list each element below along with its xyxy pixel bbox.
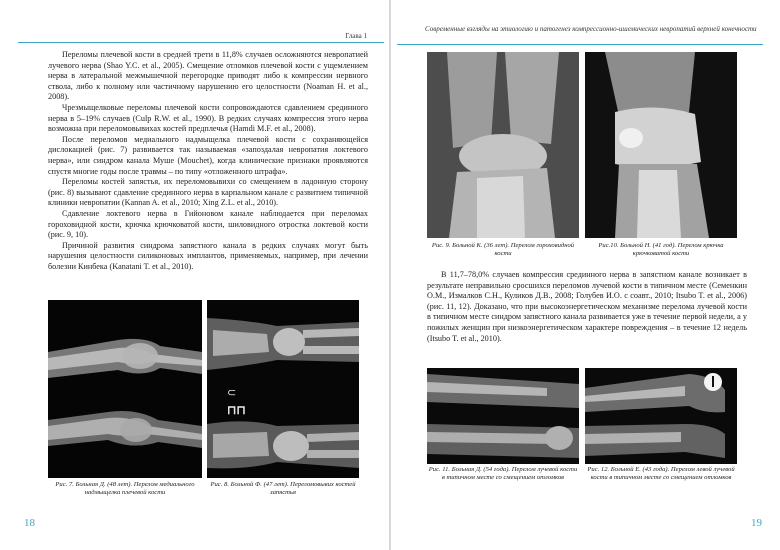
figure-11-caption: Рис. 11. Больная Д. (54 года). Перелом лучевой кости в типичном месте со смещением отломков: [428, 466, 578, 482]
header-rule: [18, 42, 384, 43]
left-body-text: [48, 50, 368, 272]
figure-9-caption: Рис. 9. Больной К. (36 лет). Перелом гороховидной кости: [431, 242, 575, 258]
xray-figure-11: [427, 368, 579, 464]
figure-7-caption: Рис. 7. Больная Д. (48 лет). Перелом медиального надмыщелка плечевой кости: [55, 481, 195, 497]
paragraph: Причиной развития синдрома запястного канала в редких случаях могут быть нарушения целостности силиконовых имплантов, применяемых, например, при лечении болезни Кинбека (Kanatani T. et al., 2010).: [48, 240, 368, 271]
right-page: [391, 0, 780, 550]
paragraph: Сдавление локтевого нерва в Гийоновом канале наблюдается при переломах гороховидной кости, крючка крючковатой кости, шиловидного отростка локтевой кости (рис. 9, 10).: [48, 208, 368, 240]
xray-figure-12: [585, 368, 737, 464]
figure-10-caption: Рис.10. Больной Н. (41 год). Перелом крючка крючковатой кости: [598, 242, 724, 258]
xray-figure-9: [427, 52, 579, 238]
left-page: [0, 0, 389, 550]
xray-figure-8: [207, 300, 359, 478]
figure-8-caption: Рис. 8. Больной Ф. (47 лет). Переломовывих костей запястья: [210, 481, 356, 497]
paragraph: Переломы плечевой кости в средней трети в 11,8% случаев осложняются невропатией лучевого нерва (Shao Y.C. et al., 2005). Смещение отломков плечевой кости с ущемлением нерва в латеральной межмышечной перегородке приводят либо к компрессии нервного ствола, либо к полному или частичному нарушению его целостности (Noaman H. et al., 2008).: [48, 50, 368, 102]
page-number: 19: [751, 517, 762, 529]
xray-figure-7: [48, 300, 202, 478]
xray-figure-10: [585, 52, 737, 238]
header-rule: [397, 44, 763, 45]
svg-text:⊂: ⊂: [227, 387, 237, 399]
paragraph: Чрезмыщелковые переломы плечевой кости сопровождаются сдавлением срединного нерва в 5–19% случаев (Culp R.W. et al., 1990). В редких случаях компрессия этого нерва возможна при переломовывихах костей предплечья (Hamdi M.F. et al., 2008).: [48, 102, 368, 134]
paragraph: После переломов медиального надмыщелка плечевой кости с сохраняющейся дислокацией (рис. 7) развивается так называемая «запоздалая невропатия локтевого нерва», или синдром канала Муше (Mouchet), когда клинические признаки проявляются спустя многие годы после травмы – по типу «отложенного штрафа».: [48, 134, 368, 176]
right-body-text: [427, 270, 747, 344]
svg-text:⊓⊓: ⊓⊓: [227, 403, 246, 417]
chapter-header: Глава 1: [345, 32, 367, 40]
paragraph: Переломы костей запястья, их переломовывихи со смещением в ладонную сторону (рис. 8) вызывают сдавление срединного нерва в карпальном канале с развитием типичной клиники невропатии (Kannan A. et al., 2010; Xing Z.L. et al., 2010).: [48, 177, 368, 208]
page-number: 18: [24, 517, 35, 529]
paragraph: В 11,7–78,0% случаев компрессия срединного нерва в запястном канале возникает в результате неправильно сросшихся переломов лучевой кости в типичном месте (Семенкин О.М., Измалков С.Н., Куликов Д.В., 2008; Голубев И.О. с соавт., 2010; Itsubo T. et al., 2006) (рис. 11, 12). Доказано, что при высокоэнергетическом механизме перелома лучевой кости в типичном месте синдром запястного канала развивается уже в течение первой недели, а у пожилых женщин при низкоэнергетическом характере повреждения – в течение 12 недель (Itsubo T. et al., 2010).: [427, 270, 747, 343]
figure-12-caption: Рис. 12. Больной Е. (43 года). Перелом левой лучевой кости в типичном месте со смещением отломков: [587, 466, 735, 482]
running-header: Современные взгляды на этиологию и патогенез компрессионно-ишемических невропатий верхней конечности: [425, 25, 757, 33]
